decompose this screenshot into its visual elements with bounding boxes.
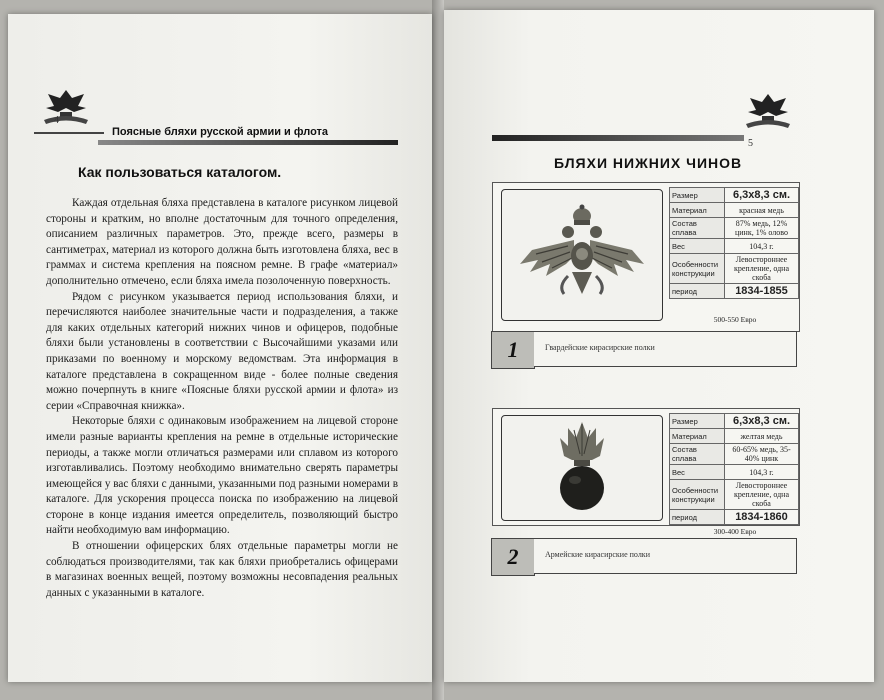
spec-table (669, 187, 799, 299)
spec-key: Особенности конструкции (670, 254, 725, 284)
spec-mount: Левостороннее крепление, одна скоба (725, 254, 799, 284)
badge-image-frame (501, 189, 663, 321)
spec-alloy: 60-65% медь, 35-40% цинк (725, 444, 799, 465)
card-frame (492, 408, 800, 536)
catalog-title: БЛЯХИ НИЖНИХ ЧИНОВ (554, 155, 743, 171)
book-spine (432, 0, 444, 700)
spec-table (669, 413, 799, 525)
spec-size: 6,3х8,3 см. (725, 188, 799, 203)
section-title: Как пользоваться каталогом. (78, 164, 282, 180)
spec-period: 1834-1855 (725, 284, 799, 299)
card-number: 2 (491, 538, 535, 576)
running-header: Поясные бляхи русской армии и флота (112, 126, 329, 138)
header-bar (492, 135, 744, 141)
spec-weight: 104,3 г. (725, 239, 799, 254)
card-caption-row (491, 538, 799, 574)
paragraph: Каждая отдельная бляха представлена в каталоге рисунком лицевой стороны и кратким, но вполне достаточным для точного определения, описанием различных параметров. Это, прежде всего, размеры в сантиметрах, материал из которого должна быть изготовлена бляха, вес в граммах и система крепления на поясном ремне. В графе «материал» дополнительно отмечено, если бляха имела позолоченную поверхность. (46, 197, 398, 287)
grenade-icon (502, 416, 662, 520)
card-caption-row (491, 331, 799, 367)
right-page (444, 10, 874, 682)
page-number: 4 (54, 115, 59, 126)
unit-caption: Армейские кирасирские полки (545, 550, 650, 559)
card-number: 1 (491, 331, 535, 369)
spec-key: Вес (670, 239, 725, 254)
header-bar (98, 140, 398, 145)
paragraph: Рядом с рисунком указывается период использования бляхи, и перечисляются наиболее значительные части и подразделения, а также для каких отдельных категорий нижних чинов и офицеров, подобные бляхи были установлены в соответствии с Высочайшими указами или приказами по военному и морскому ведомствам. Эта информация в каталоге представлена в сокращенном виде - более полные сведения можно почерпнуть в книге «Поясные бляхи русской армии и флота» из серии «Справочная книжка». (46, 290, 398, 412)
card-frame (492, 182, 800, 332)
left-page (8, 14, 432, 682)
price: 300-400 Евро (713, 527, 757, 536)
spec-key: Материал (670, 429, 725, 444)
eagle-emblem-icon (38, 84, 94, 128)
spec-key: Размер (670, 414, 725, 429)
spec-key: Особенности конструкции (670, 480, 725, 510)
spec-key: Материал (670, 203, 725, 218)
spec-key: Состав сплава (670, 444, 725, 465)
page-number: 5 (748, 138, 753, 149)
unit-caption: Гвардейские кирасирские полки (545, 343, 655, 352)
paragraph: Некоторые бляхи с одинаковым изображением на лицевой стороне имели разные варианты крепления на ремне в отдельные исторические периоды, а также могли отличаться размерами или сплавом из которого изготавливались. Поэтому необходимо внимательно сверять параметры имеющейся у вас бляхи с данными, указанными под разными номерами в каталоге. Для ускорения процесса поиска по изображению на лицевой стороне в конце издания имеется определитель, позволяющий быстро найти необходимую вам информацию. (46, 415, 398, 537)
body-text (46, 196, 398, 601)
paragraph: В отношении офицерских блях отдельные параметры могли не соблюдаться производителями, так как бляхи приобретались офицерами в магазинах военных вещей, поэтому возможны несовпадения реальных данных с указанными в каталоге. (46, 540, 398, 599)
spec-period: 1834-1860 (725, 510, 799, 525)
spec-mount: Левостороннее крепление, одна скоба (725, 480, 799, 510)
spec-key: Размер (670, 188, 725, 203)
spec-material: красная медь (725, 203, 799, 218)
badge-image-frame (501, 415, 663, 521)
price: 500-550 Евро (713, 315, 757, 324)
spec-key: Состав сплава (670, 218, 725, 239)
spec-key: период (670, 284, 725, 299)
spec-weight: 104,3 г. (725, 465, 799, 480)
spec-size: 6,3х8,3 см. (725, 414, 799, 429)
double-headed-eagle-icon (502, 190, 662, 320)
spec-material: желтая медь (725, 429, 799, 444)
spec-key: Вес (670, 465, 725, 480)
spec-key: период (670, 510, 725, 525)
spec-alloy: 87% медь, 12% цинк, 1% олово (725, 218, 799, 239)
eagle-emblem-icon (740, 88, 796, 132)
header-rule (34, 132, 104, 134)
